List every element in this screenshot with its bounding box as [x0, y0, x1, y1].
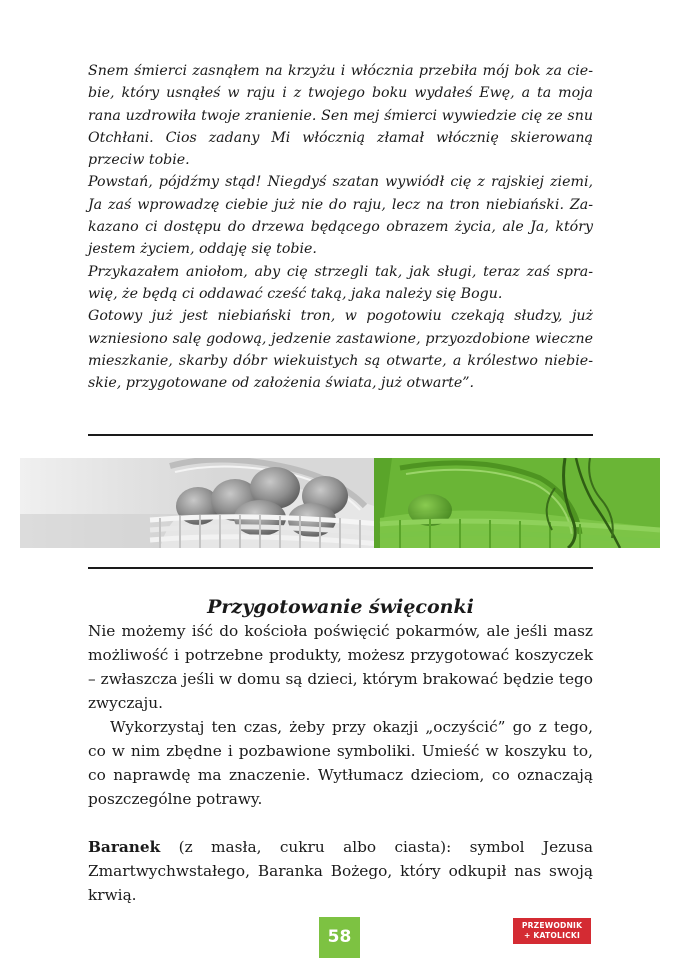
quote-block [88, 60, 593, 394]
quote-paragraph-1: Snem śmierci zasnąłem na krzyżu i włócznia przebiła mój bok za ciebie, który usnąłeś w raju i z twojego boku wydałeś Ewę, a ta moja rana uzdrowiła twoje zranienie. Sen mej śmierci wywiedzie cię ze snu Otchłani. Cios zadany Mi włócznią złamał włócznię skierowaną przeciw tobie. [88, 63, 593, 169]
top-divider [88, 434, 593, 436]
term-baranek-description: (z masła, cukru albo ciasta): symbol Jezusa Zmartwychwstałego, Baranka Bożego, który odkupił nas swoją krwią. [88, 838, 593, 904]
section-body [88, 619, 593, 907]
paragraph-spacer [88, 811, 593, 835]
logo-line-2: + KATOLICKI [524, 931, 580, 940]
section-title: Przygotowanie święconki [207, 596, 474, 618]
body-paragraph-2: Wykorzystaj ten czas, żeby przy okazji „oczyścić” go z tego, co w nim zbędne i pozbawione symboliki. Umieść w koszyku to, co naprawdę ma znaczenie. Wytłumacz dzieciom, co oznaczają poszczególne potrawy. [88, 718, 593, 808]
easter-basket-banner [20, 458, 660, 548]
body-paragraph-1: Nie możemy iść do kościoła poświęcić pokarmów, ale jeśli masz możliwość i potrzebne produkty, możesz przygotować koszyczek – zwłaszcza jeśli w domu są dzieci, którym brakować będzie tego zwyczaju. [88, 622, 593, 712]
quote-paragraph-4: Gotowy już jest niebiański tron, w pogotowiu czekają słudzy, już wzniesiono salę godową, jedzenie zastawione, przyozdobione wieczne mieszkanie, skarby dóbr wiekuistych są otwarte, a królestwo niebieskie, przygotowane od założenia świata, już otwarte”. [88, 308, 593, 392]
bottom-divider [88, 567, 593, 569]
quote-paragraph-3: Przykazałem aniołom, aby cię strzegli tak, jak sługi, teraz zaś sprawię, że będą ci oddawać cześć taką, jaka należy się Bogu. [88, 263, 593, 302]
body-paragraph-3 [88, 835, 593, 907]
quote-paragraph-2: Powstań, pójdźmy stąd! Niegdyś szatan wywiódł cię z rajskiej ziemi, Ja zaś wprowadzę ciebie już nie do raju, lecz na tron niebiański. Zakazano ci dostępu do drzewa będącego obrazem życia, ale Ja, który jestem życiem, oddaję się tobie. [88, 174, 593, 258]
przewodnik-katolicki-logo [513, 918, 591, 944]
logo-line-1: PRZEWODNIK [521, 921, 583, 930]
easter-basket-image [20, 458, 660, 548]
page-number: 58 [319, 917, 360, 958]
term-baranek: Baranek [88, 838, 161, 856]
